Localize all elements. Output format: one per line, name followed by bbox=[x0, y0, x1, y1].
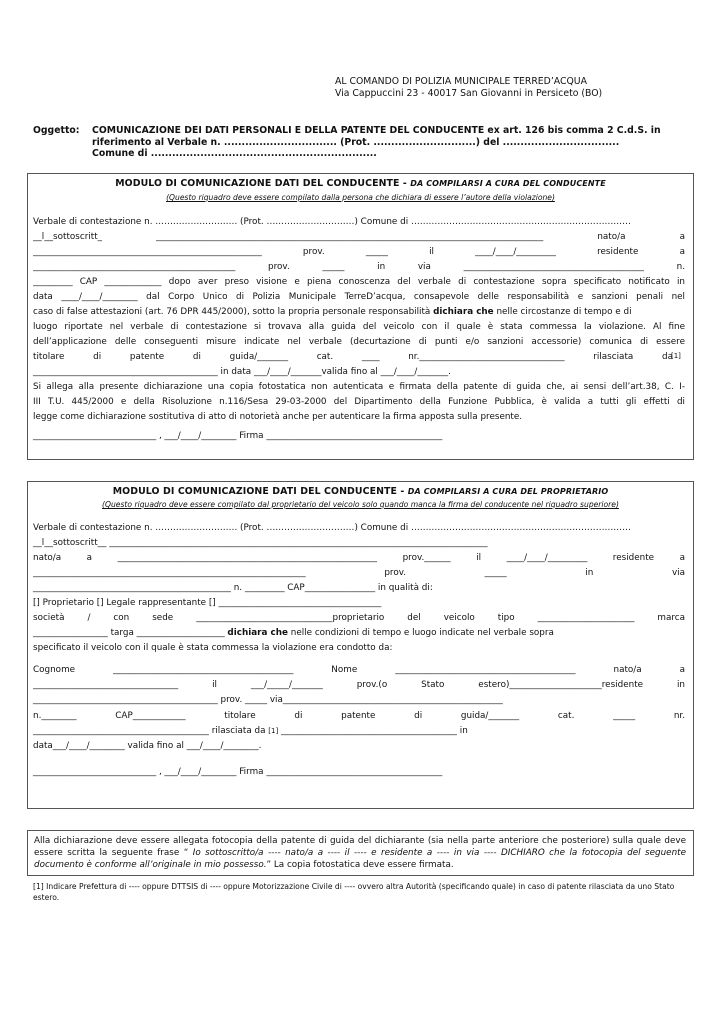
form2-line-8[interactable]: _________________ targa ____________________ dichiara che nelle condizioni di tempo e luogo indicate nel verbale sopra bbox=[33, 628, 554, 638]
form2-line-12[interactable]: __________________________________________ prov. _____ via__________________________________________________ bbox=[33, 695, 503, 705]
form1-line-8: luogo riportate nel verbale di contestazione si trovava alla guida del veicolo con il quale è stata commessa la violazione. Al fine bbox=[33, 322, 685, 332]
form1-line-2[interactable]: __l__sottoscritt_ ________________________________________________________________________________________ nato/a a bbox=[33, 232, 685, 242]
footnote-text: [1] Indicare Prefettura di ---- oppure DTTSIS di ---- oppure Motorizzazione Civile di ---- ovvero altra Autorità (specificando quale) in caso di patente rilasciata da uno Stato estero. bbox=[33, 882, 675, 902]
form1-line-1[interactable]: Verbale di contestazione n. ………………………. (Prot. …………………………) Comune di ………………………………………………………………… bbox=[33, 217, 631, 227]
subject-line-3: Comune di ................................................................ bbox=[92, 148, 377, 159]
subject-text bbox=[92, 125, 692, 160]
form2-line-4[interactable]: ______________________________________________________________ prov. _____ in via bbox=[33, 568, 685, 578]
owner-form-title: MODULO DI COMUNICAZIONE DATI DEL CONDUCENTE - DA COMPILARSI A CURA DEL PROPRIETARIO bbox=[112, 486, 609, 497]
form2-line-3[interactable]: nato/a a ___________________________________________________________ prov.______ il ____/____/_________ residente a bbox=[33, 553, 685, 563]
address-line: Via Cappuccini 23 - 40017 San Giovanni in Persiceto (BO) bbox=[335, 88, 603, 99]
addressee-line: AL COMANDO DI POLIZIA MUNICIPALE TERRED’ACQUA bbox=[335, 76, 587, 87]
form1-signature-line[interactable]: ____________________________ , ___/____/________ Firma ________________________________________ bbox=[33, 431, 443, 441]
form2-signature-line[interactable]: ____________________________ , ___/____/________ Firma ________________________________________ bbox=[33, 767, 443, 777]
attachment-note-box bbox=[27, 830, 694, 876]
form1-line-4[interactable]: ______________________________________________ prov. _____ in via _________________________________________ n. bbox=[33, 262, 685, 272]
form1-line-7: caso di false attestazioni (art. 76 DPR 445/2000), sotto la propria personale responsabilità dichiara che nelle circostanze di tempo e di bbox=[33, 307, 632, 317]
footnote-ref: [1] bbox=[671, 352, 681, 360]
form2-line-9: specificato il veicolo con il quale è stata commessa la violazione era condotto da: bbox=[33, 643, 393, 653]
form2-line-15[interactable]: data___/____/________ valida fino al ___/____/________. bbox=[33, 741, 262, 751]
form1-line-9: dell’applicazione delle conseguenti misure indicate nel verbale (decurtazione di punti e/o sanzioni accessorie) comunica di essere bbox=[33, 337, 685, 347]
declares-bold: dichiara che bbox=[433, 307, 494, 317]
form2-line-7[interactable]: società / con sede _______________________________proprietario del veicolo tipo ______________________ marca bbox=[33, 613, 685, 623]
form1-line-11[interactable]: __________________________________________ in data ___/____/_______valida fino al ___/____/_______. bbox=[33, 367, 451, 377]
form2-role-checkboxes[interactable]: [] Proprietario [] Legale rappresentante [] _____________________________________ bbox=[33, 598, 382, 608]
owner-form-subtitle: (Questo riquadro deve essere compilato dal proprietario del veicolo solo quando manca la firma del conducente nel riquadro superiore) bbox=[102, 500, 619, 509]
form1-line-6[interactable]: data ____/____/________ dal Corpo Unico di Polizia Municipale TerreD’acqua, consapevole delle responsabilità e sanzioni penali nel bbox=[33, 292, 685, 302]
form2-line-5[interactable]: _____________________________________________ n. _________ CAP________________ in qualità di: bbox=[33, 583, 433, 593]
subject-line-1: COMUNICAZIONE DEI DATI PERSONALI E DELLA PATENTE DEL CONDUCENTE ex art. 126 bis comma 2 C.d.S. in bbox=[92, 125, 661, 136]
form1-line-10[interactable]: titolare di patente di guida/_______ cat. ____ nr._________________________________ rilasciata da bbox=[33, 352, 673, 362]
form2-line-10[interactable]: Cognome _________________________________________ Nome _________________________________________ nato/a a bbox=[33, 665, 685, 675]
form1-line-13: III T.U. 445/2000 e della Risoluzione n.116/Sesa 29-03-2000 del Dipartimento della Funzione Pubblica, è valida a tutti gli effetti di bbox=[33, 397, 685, 407]
form1-line-14: legge come dichiarazione sostitutiva di atto di notorietà anche per autenticare la firma apposta sulla presente. bbox=[33, 412, 523, 422]
form2-line-14[interactable]: ________________________________________ rilasciata da [1] ________________________________________ in bbox=[33, 726, 468, 736]
attachment-note: Alla dichiarazione deve essere allegata fotocopia della patente di guida del dichiarante (sia nella parte anteriore che posteriore) sulla quale deve essere scritta la seguente frase “ Io sottoscritto/a ---- nato/a a ---- il ---- e residente a ---- in via ---- DICHIARO che la fotocopia del seguente documento è conforme all’originale in mio possesso.” La copia fotostatica deve essere firmata. bbox=[34, 836, 687, 870]
driver-form-title: MODULO DI COMUNICAZIONE DATI DEL CONDUCENTE - DA COMPILARSI A CURA DEL CONDUCENTE bbox=[115, 178, 606, 189]
subject-label: Oggetto: bbox=[33, 125, 80, 136]
driver-form-subtitle: (Questo riquadro deve essere compilato dalla persona che dichiara di essere l’autore della violazione) bbox=[166, 193, 555, 202]
form2-line-13[interactable]: n.________ CAP____________ titolare di patente di guida/_______ cat. _____ nr. bbox=[33, 711, 685, 721]
form2-line-11[interactable]: _________________________________ il ___/_____/_______ prov.(o Stato estero)_____________________residente in bbox=[33, 680, 685, 690]
owner-declares-bold: dichiara che bbox=[227, 628, 288, 638]
subject-line-2: riferimento al Verbale n. ................................ (Prot. .............................) del ................................. bbox=[92, 136, 620, 148]
form1-line-12: Si allega alla presente dichiarazione una copia fotostatica non autenticata e firmata della patente di guida che, ai sensi dell’art.38, C. I- bbox=[33, 382, 685, 392]
form1-line-5[interactable]: _________ CAP _____________ dopo aver preso visione e piena conoscenza del verbale di contestazione sopra specificato notificato in bbox=[33, 277, 685, 287]
form2-line-1[interactable]: Verbale di contestazione n. ………………………. (Prot. …………………………) Comune di ………………………………………………………………… bbox=[33, 523, 631, 533]
form1-line-3[interactable]: ____________________________________________________ prov. _____ il ____/____/_________ residente a bbox=[33, 247, 685, 257]
form2-line-2[interactable]: __l__sottoscritt__ ______________________________________________________________________________________ bbox=[33, 538, 488, 548]
